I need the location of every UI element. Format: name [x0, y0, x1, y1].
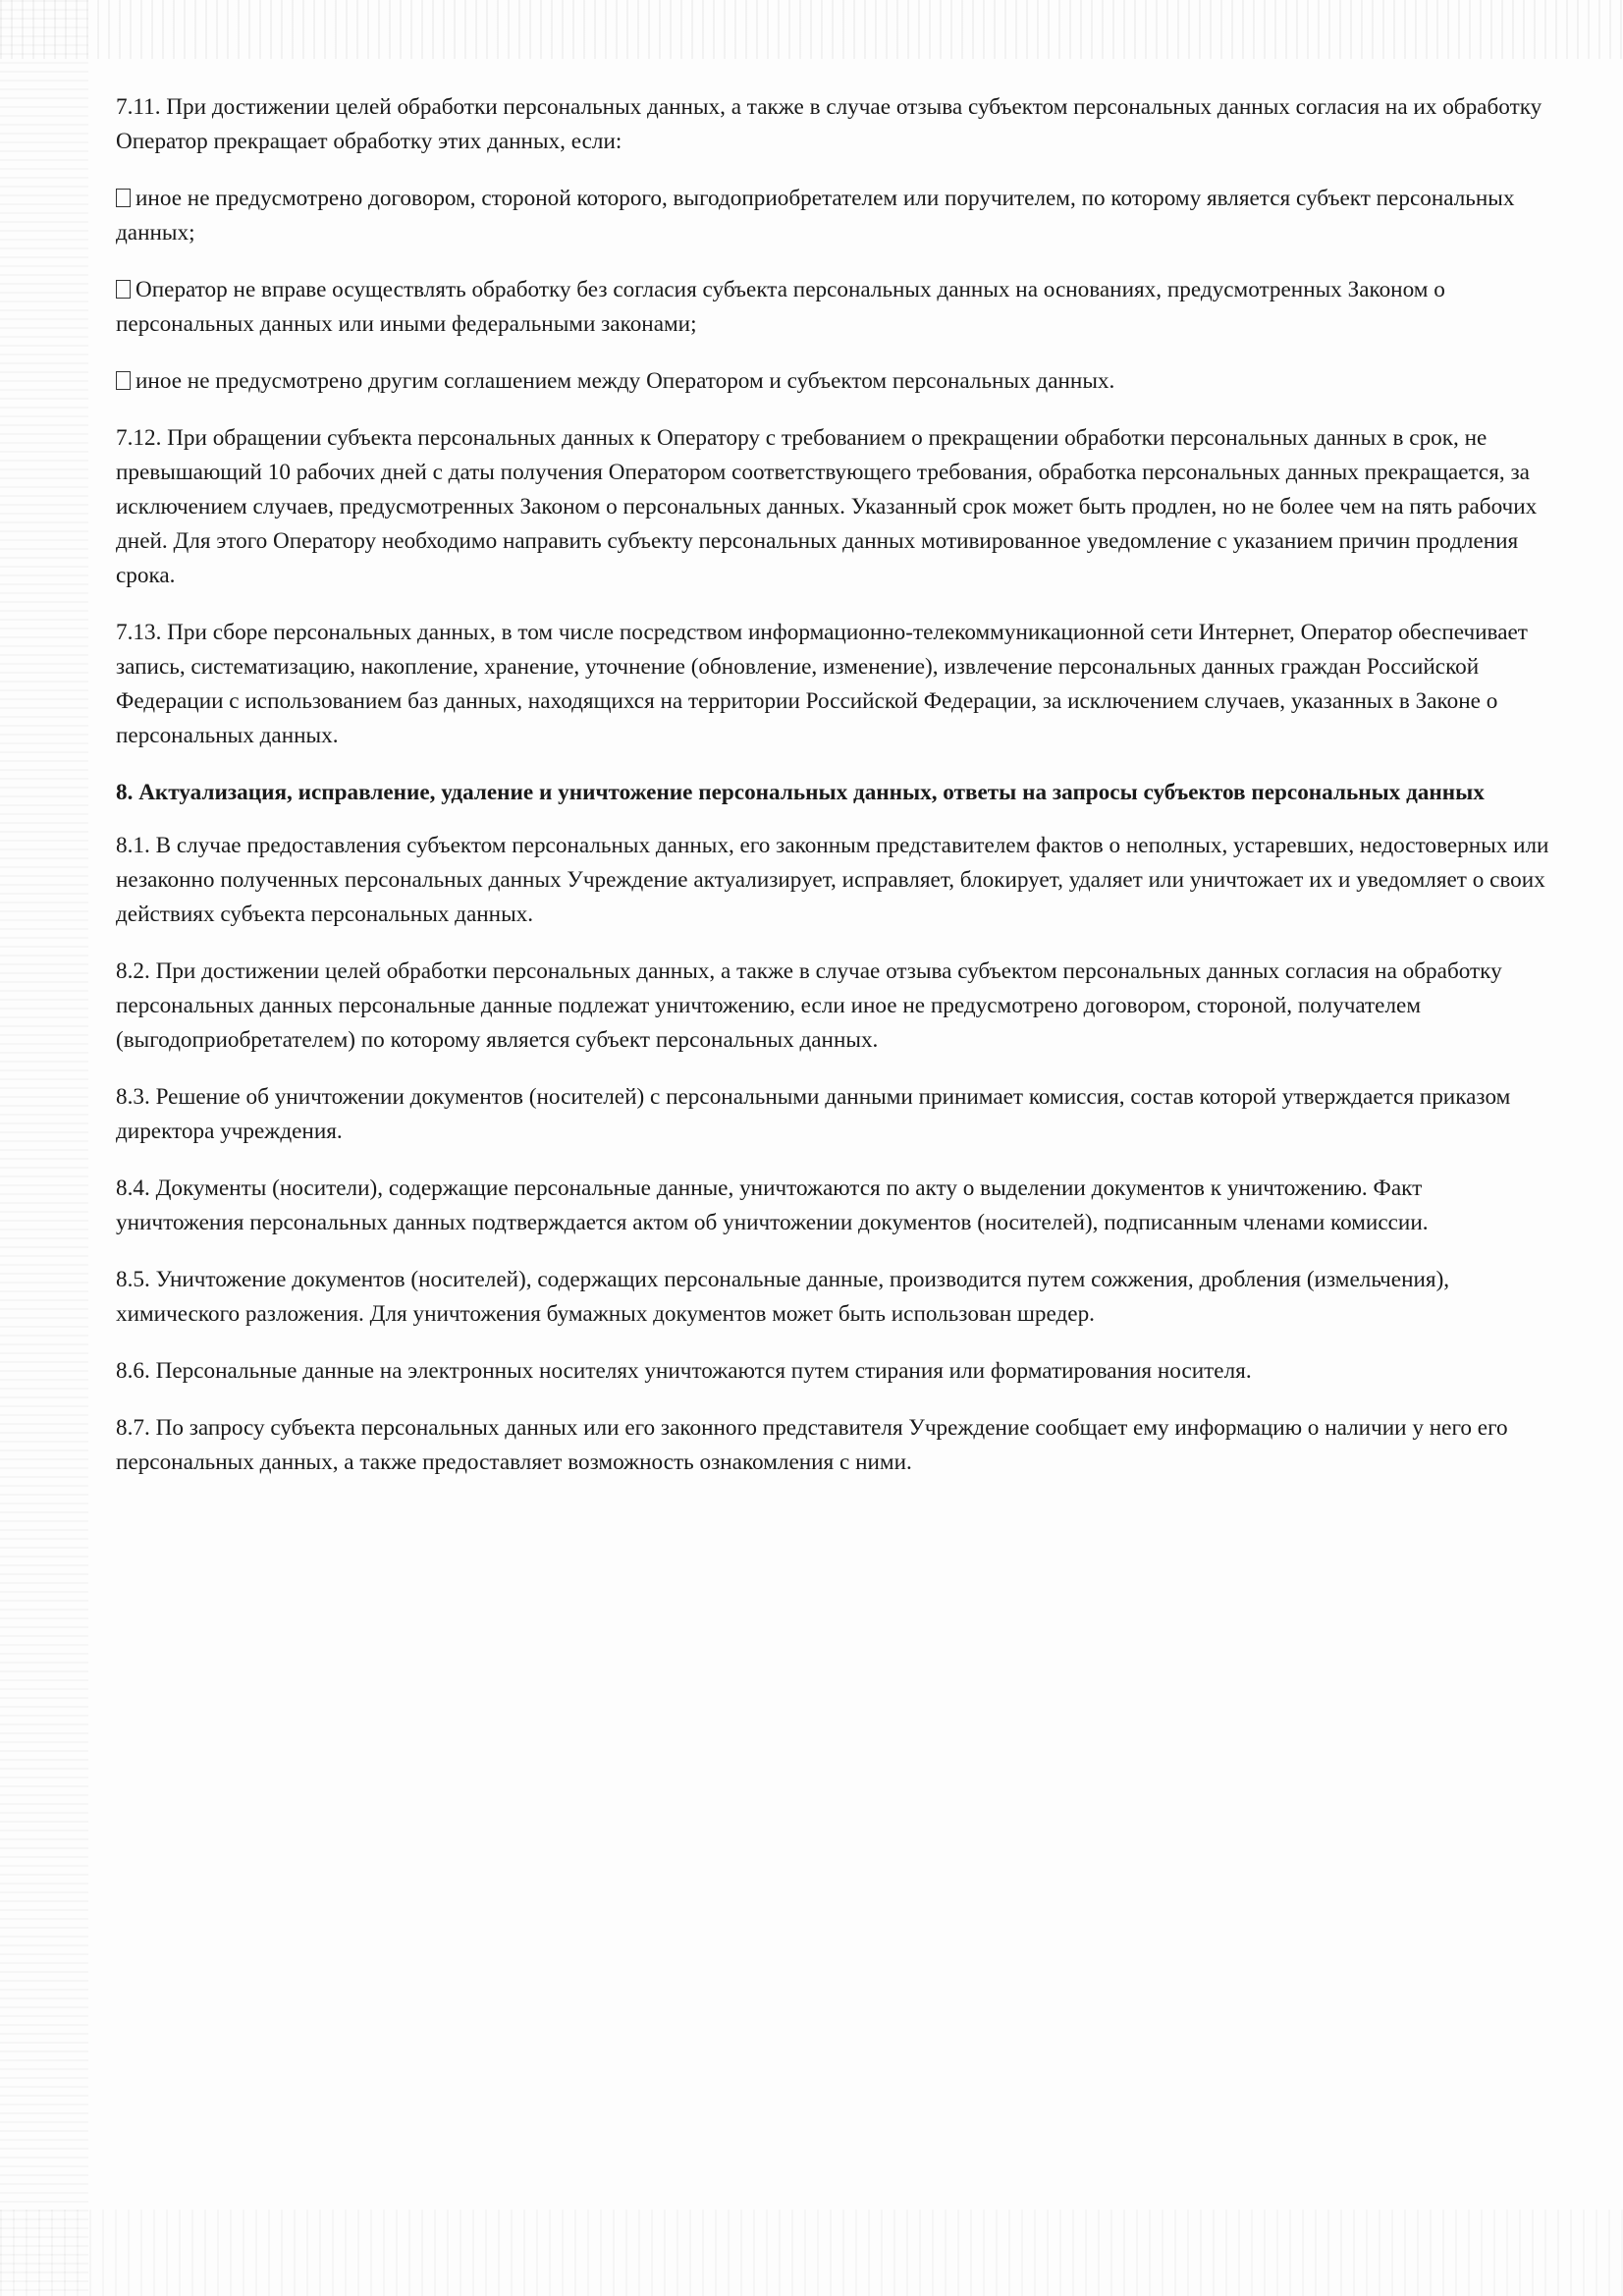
- paragraph-8-7: 8.7. По запросу субъекта персональных данных или его законного представителя Учреждение сообщает ему информацию о наличии у него его персональных данных, а также предоставляет возможность ознакомления с ними.: [116, 1415, 1508, 1475]
- paragraph-8-4: 8.4. Документы (носители), содержащие персональные данные, уничтожаются по акту о выделении документов к уничтожению. Факт уничтожения персональных данных подтверждается актом об уничтожении документов (носителей), подписанным членами комиссии.: [116, 1175, 1429, 1235]
- paragraph-8-2: 8.2. При достижении целей обработки персональных данных, а также в случае отзыва субъектом персональных данных согласия на обработку персональных данных персональные данные подлежат уничтожению, если иное не предусмотрено договором, стороной, получателем (выгодоприобретателем) по которому является субъект персональных данных.: [116, 958, 1502, 1053]
- paragraph-7-11: 7.11. При достижении целей обработки персональных данных, а также в случае отзыва субъектом персональных данных согласия на их обработку Оператор прекращает обработку этих данных, если:: [116, 94, 1542, 154]
- section-heading-8: 8. Актуализация, исправление, удаление и уничтожение персональных данных, ответы на запросы субъектов персональных данных: [116, 780, 1485, 805]
- checkbox-bullet-icon: [116, 371, 131, 390]
- paragraph-8-6: 8.6. Персональные данные на электронных носителях уничтожаются путем стирания или форматирования носителя.: [116, 1358, 1252, 1384]
- bullet-text: иное не предусмотрено другим соглашением между Оператором и субъектом персональных данных.: [135, 368, 1115, 394]
- bullet-text: Оператор не вправе осуществлять обработку без согласия субъекта персональных данных на основаниях, предусмотренных Законом о персональных данных или иными федеральными законами;: [116, 277, 1445, 337]
- bullet-text: иное не предусмотрено договором, стороной которого, выгодоприобретателем или поручителем, по которому является субъект персональных данных;: [116, 186, 1515, 246]
- scan-artifact-top: [0, 0, 1623, 59]
- bullet-item: [116, 364, 1549, 399]
- paragraph-8-1: 8.1. В случае предоставления субъектом персональных данных, его законным представителем фактов о неполных, устаревших, недостоверных или незаконно полученных персональных данных Учреждение актуализирует, исправляет, блокирует, удаляет или уничтожает их и уведомляет о своих действиях субъекта персональных данных.: [116, 833, 1549, 927]
- paragraph-8-5: 8.5. Уничтожение документов (носителей), содержащих персональные данные, производится путем сожжения, дробления (измельчения), химического разложения. Для уничтожения бумажных документов может быть использован шредер.: [116, 1267, 1450, 1327]
- paragraph-7-13: 7.13. При сборе персональных данных, в том числе посредством информационно-телекоммуникационной сети Интернет, Оператор обеспечивает запись, систематизацию, накопление, хранение, уточнение (обновление, изменение), извлечение персональных данных граждан Российской Федерации с использованием баз данных, находящихся на территории Российской Федерации, за исключением случаев, указанных в Законе о персональных данных.: [116, 620, 1528, 748]
- checkbox-bullet-icon: [116, 280, 131, 299]
- bullet-item: [116, 273, 1549, 342]
- checkbox-bullet-icon: [116, 189, 131, 207]
- scan-artifact-left: [0, 0, 88, 2296]
- bullet-item: [116, 182, 1549, 250]
- scan-artifact-bottom: [0, 2210, 1623, 2296]
- paragraph-8-3: 8.3. Решение об уничтожении документов (носителей) с персональными данными принимает комиссия, состав которой утверждается приказом директора учреждения.: [116, 1084, 1511, 1144]
- paragraph-7-12: 7.12. При обращении субъекта персональных данных к Оператору с требованием о прекращении обработки персональных данных в срок, не превышающий 10 рабочих дней с даты получения Оператором соответствующего требования, обработка персональных данных прекращается, за исключением случаев, предусмотренных Законом о персональных данных. Указанный срок может быть продлен, но не более чем на пять рабочих дней. Для этого Оператору необходимо направить субъекту персональных данных мотивированное уведомление с указанием причин продления срока.: [116, 425, 1538, 588]
- document-body: [116, 90, 1549, 1503]
